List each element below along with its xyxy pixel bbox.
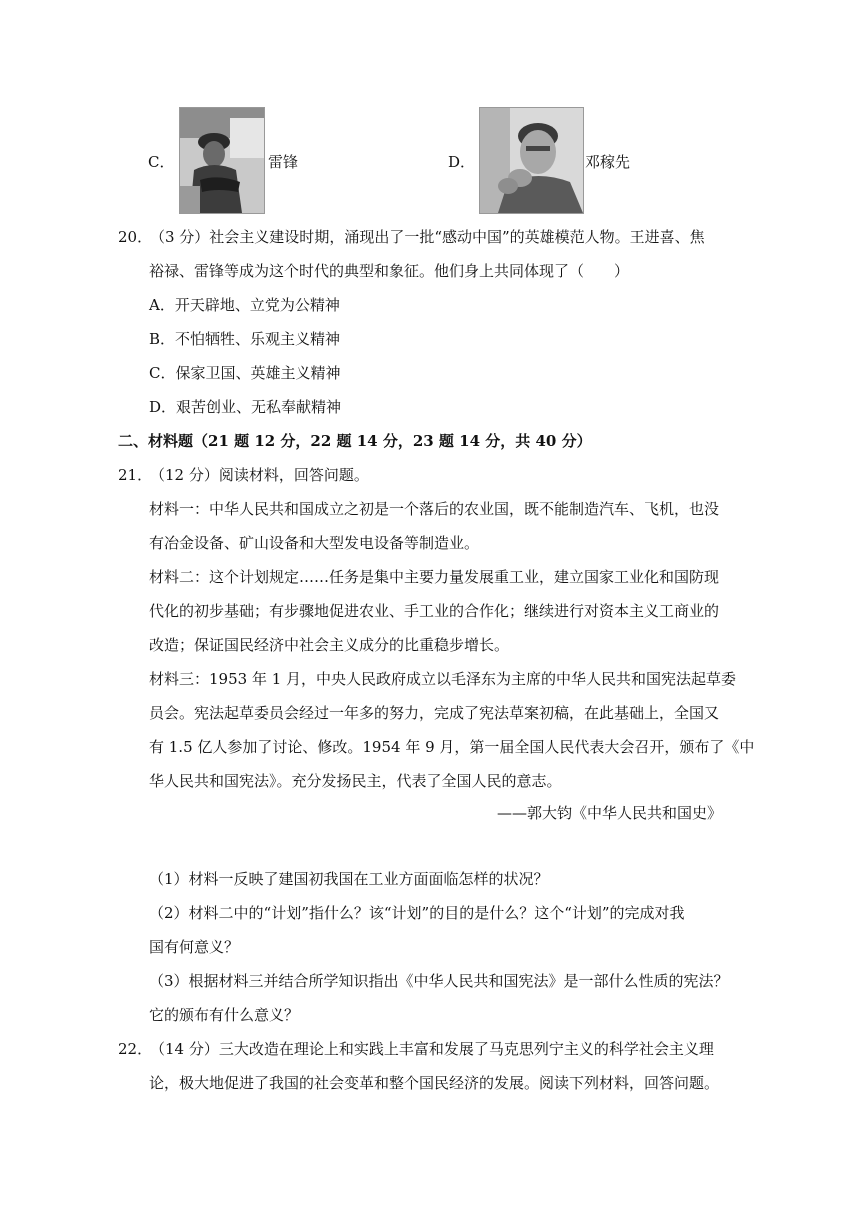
material-3-line1: 材料三：1953 年 1 月，中央人民政府成立以毛泽东为主席的中华人民共和国宪法起草委	[149, 670, 737, 688]
q21-intro: （12 分）阅读材料，回答问题。	[150, 466, 369, 484]
option-d-letter: D．	[448, 153, 476, 171]
material-3-line3: 有 1.5 亿人参加了讨论、修改。1954 年 9 月，第一届全国人民代表大会召开，颁布了《中	[149, 738, 755, 756]
q20-text-line1: （3 分）社会主义建设时期，涌现出了一批“感动中国”的英雄模范人物。王进喜、焦	[150, 228, 705, 246]
sub-question-3-line1: （3）根据材料三并结合所学知识指出《中华人民共和国宪法》是一部什么性质的宪法？	[149, 972, 729, 990]
material-source: ——郭大钧《中华人民共和国史》	[496, 804, 722, 822]
material-1-line1: 材料一：中华人民共和国成立之初是一个落后的农业国，既不能制造汽车、飞机，也没	[149, 500, 720, 518]
q21-number: 21．	[118, 466, 153, 484]
q20-option-c: C．保家卫国、英雄主义精神	[149, 364, 341, 382]
sub-question-2-line2: 国有何意义？	[149, 938, 240, 956]
q20-number: 20．	[118, 228, 153, 246]
sub-question-3-line2: 它的颁布有什么意义？	[149, 1006, 300, 1024]
material-2-line2: 代化的初步基础；有步骤地促进农业、手工业的合作化；继续进行对资本主义工商业的	[149, 602, 720, 620]
deng-jiaxian-photo	[479, 107, 584, 214]
q20-option-d: D．艰苦创业、无私奉献精神	[149, 398, 342, 416]
material-2-line3: 改造；保证国民经济中社会主义成分的比重稳步增长。	[149, 636, 510, 654]
sub-question-1: （1）材料一反映了建国初我国在工业方面面临怎样的状况？	[149, 870, 549, 888]
q20-text-line2: 裕禄、雷锋等成为这个时代的典型和象征。他们身上共同体现了（ ）	[149, 262, 630, 280]
q22-text-line1: （14 分）三大改造在理论上和实践上丰富和发展了马克思列宁主义的科学社会主义理	[150, 1040, 714, 1058]
material-1-line2: 有冶金设备、矿山设备和大型发电设备等制造业。	[149, 534, 480, 552]
material-2-line1: 材料二：这个计划规定……任务是集中主要力量发展重工业，建立国家工业化和国防现	[149, 568, 720, 586]
section-heading: 二、材料题（21 题 12 分，22 题 14 分，23 题 14 分，共 40 分）	[118, 432, 592, 450]
option-c-letter: C．	[148, 153, 175, 171]
material-3-line4: 华人民共和国宪法》。充分发扬民主，代表了全国人民的意志。	[149, 772, 562, 790]
option-c-name: 雷锋	[268, 153, 299, 171]
option-d-name: 邓稼先	[585, 153, 631, 171]
lei-feng-photo	[179, 107, 265, 214]
q20-option-a: A．开天辟地、立党为公精神	[149, 296, 340, 314]
q22-number: 22．	[118, 1040, 153, 1058]
material-3-line2: 员会。宪法起草委员会经过一年多的努力，完成了宪法草案初稿，在此基础上，全国又	[149, 704, 720, 722]
q22-text-line2: 论，极大地促进了我国的社会变革和整个国民经济的发展。阅读下列材料，回答问题。	[149, 1074, 720, 1092]
sub-question-2-line1: （2）材料二中的“计划”指什么？该“计划”的目的是什么？这个“计划”的完成对我	[149, 904, 685, 922]
q20-option-b: B．不怕牺牲、乐观主义精神	[149, 330, 341, 348]
